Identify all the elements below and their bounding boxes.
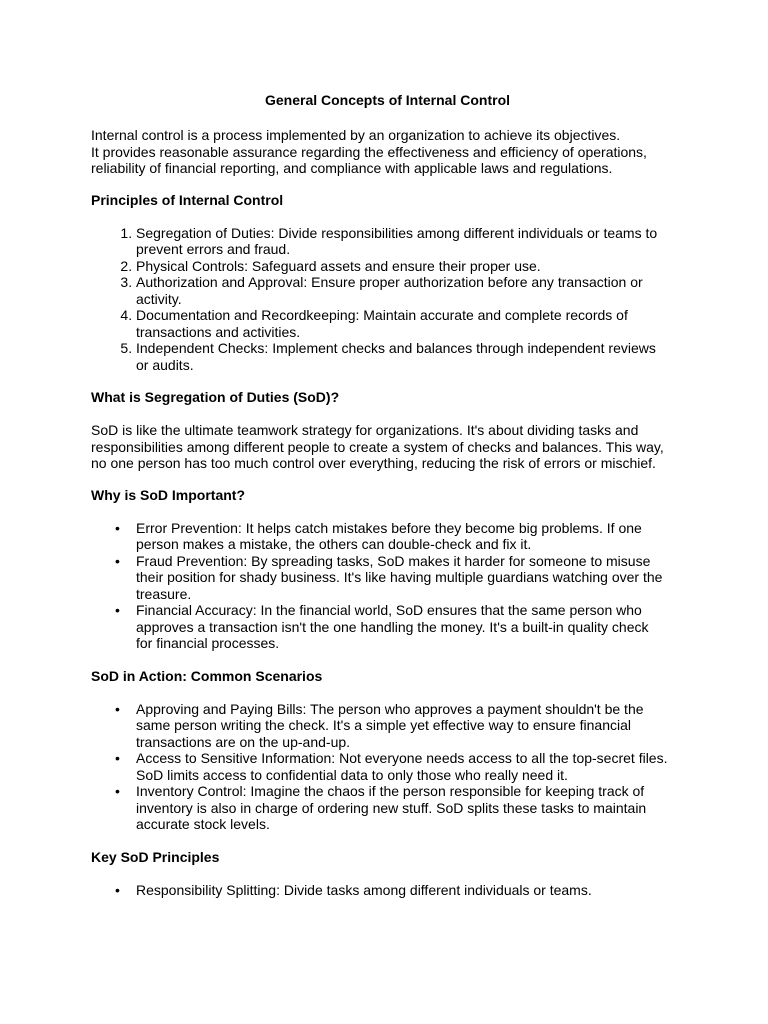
bullet-icon: • <box>115 602 120 618</box>
bullet-icon: • <box>115 750 120 766</box>
list-item: 3. Authorization and Approval: Ensure proper authorization before any transaction or activity. <box>136 274 668 307</box>
list-item: 4. Documentation and Recordkeeping: Maintain accurate and complete records of transactions and activities. <box>136 307 668 340</box>
what-is-sod-paragraph: SoD is like the ultimate teamwork strategy for organizations. It's about dividing tasks and responsibilities among different people to create a system of checks and balances. This way, no one person has too much control over everything, reducing the risk of errors or mischief. <box>91 422 664 471</box>
list-item <box>115 783 668 833</box>
list-item-text: Fraud Prevention: By spreading tasks, SoD makes it harder for someone to misuse their position for shady business. It's like having multiple guardians watching over the treasure. <box>136 552 663 602</box>
document-title: General Concepts of Internal Control <box>264 92 511 108</box>
list-item: 1. Segregation of Duties: Divide responsibilities among different individuals or teams to prevent errors and fraud. <box>136 225 668 258</box>
bullet-icon: • <box>115 783 120 799</box>
bullet-icon: • <box>115 700 120 717</box>
list-item <box>115 750 668 783</box>
list-item <box>115 519 668 553</box>
list-item <box>115 881 668 899</box>
list-item: 5. Independent Checks: Implement checks and balances through independent reviews or audits. <box>136 340 668 373</box>
list-item-text: Inventory Control: Imagine the chaos if the person responsible for keeping track of inventory is also in charge of ordering new stuff. SoD splits these tasks to maintain accurate stock levels. <box>136 783 647 832</box>
what-is-sod-heading: What is Segregation of Duties (SoD)? <box>91 389 340 405</box>
principles-heading: Principles of Internal Control <box>91 191 284 208</box>
list-item-text: Approving and Paying Bills: The person who approves a payment shouldn't be the same person writing the check. It's a simple yet effective way to ensure financial transactions are on the up-and-up. <box>136 700 644 750</box>
bullet-icon: • <box>115 881 120 898</box>
why-sod-list <box>91 520 668 652</box>
intro-paragraph <box>91 127 668 177</box>
list-item <box>115 602 668 652</box>
list-item-text: Financial Accuracy: In the financial world, SoD ensures that the same person who approves a transaction isn't the one handling the money. It's a built-in quality check for financial processes. <box>136 602 649 651</box>
sod-action-list <box>91 701 668 833</box>
why-sod-heading: Why is SoD Important? <box>91 486 245 503</box>
intro-line: reliability of financial reporting, and compliance with applicable laws and regulations. <box>91 160 613 176</box>
bullet-icon: • <box>115 552 120 569</box>
list-item-text: Responsibility Splitting: Divide tasks among different individuals or teams. <box>136 881 592 898</box>
list-item <box>115 700 668 751</box>
intro-line: Internal control is a process implemented by an organization to achieve its objectives. <box>91 127 621 143</box>
list-item-text: Access to Sensitive Information: Not everyone needs access to all the top-secret files. SoD limits access to confidential data to only those who really need it. <box>136 750 668 783</box>
intro-line: It provides reasonable assurance regarding the effectiveness and efficiency of operations, <box>91 143 647 160</box>
list-item: 2. Physical Controls: Safeguard assets and ensure their proper use. <box>136 258 668 275</box>
sod-action-heading: SoD in Action: Common Scenarios <box>91 667 323 684</box>
key-principles-list <box>91 882 668 899</box>
principles-list <box>91 225 668 374</box>
list-item <box>115 552 668 603</box>
key-principles-heading: Key SoD Principles <box>91 848 220 865</box>
bullet-icon: • <box>115 519 120 536</box>
list-item-text: Error Prevention: It helps catch mistakes before they become big problems. If one person makes a mistake, the others can double-check and fix it. <box>136 519 642 552</box>
